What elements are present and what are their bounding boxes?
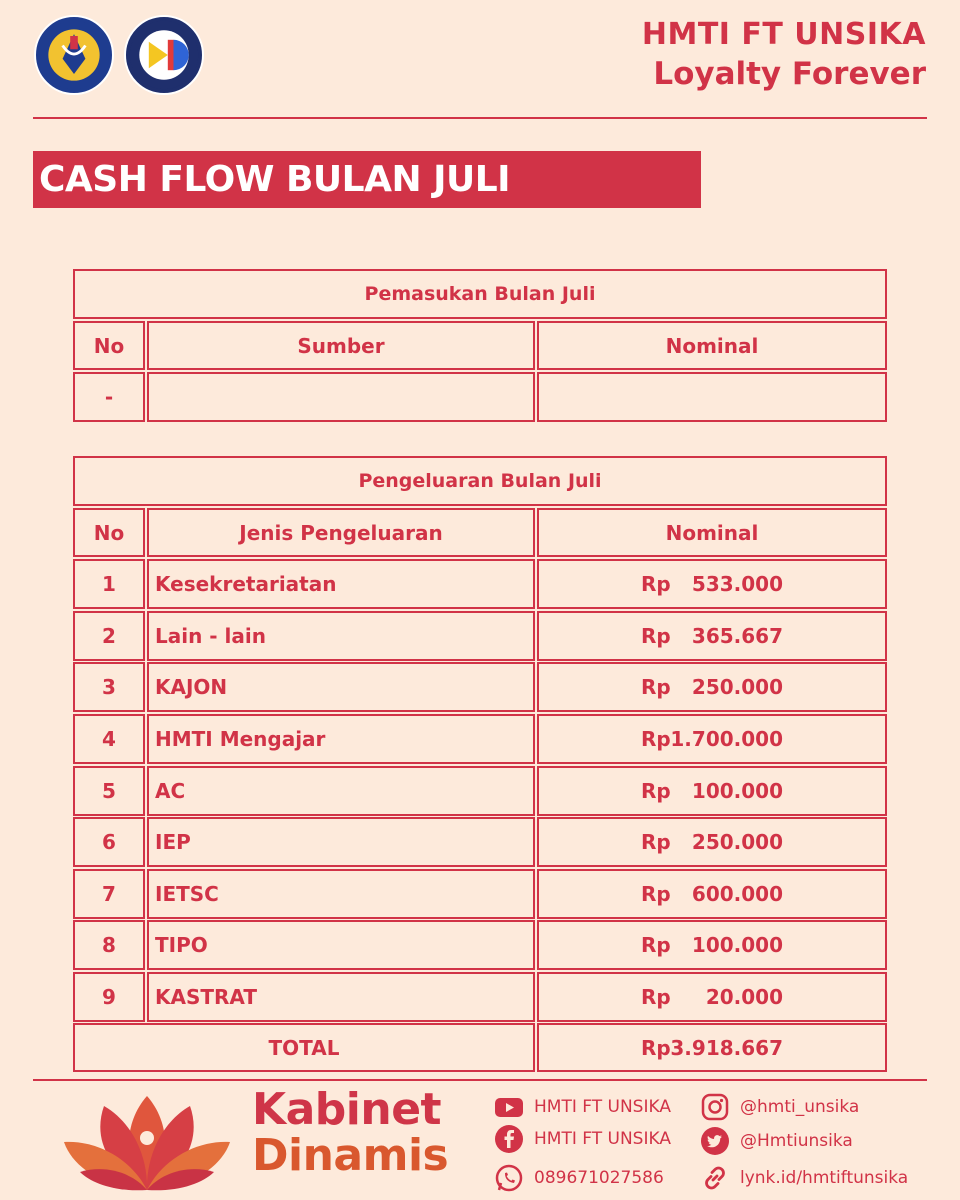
page-footer <box>0 1082 960 1200</box>
facebook-handle: HMTI FT UNSIKA <box>534 1129 671 1149</box>
currency-label: Rp <box>641 830 671 854</box>
instagram-handle: @hmti_unsika <box>740 1097 860 1117</box>
expense-caption: Pengeluaran Bulan Juli <box>73 456 887 506</box>
amount-value: 600.000 <box>691 882 783 906</box>
currency-label: Rp <box>641 572 671 596</box>
currency-label: Rp <box>641 727 671 751</box>
total-amount <box>537 1023 887 1072</box>
expense-col-type: Jenis Pengeluaran <box>147 508 535 557</box>
expense-row-type: AC <box>147 766 535 816</box>
currency-label: Rp <box>641 1035 671 1060</box>
facebook-link[interactable] <box>494 1124 671 1154</box>
youtube-icon <box>494 1092 524 1122</box>
income-caption: Pemasukan Bulan Juli <box>73 269 887 319</box>
hmti-logo <box>124 15 204 95</box>
currency-label: Rp <box>641 624 671 648</box>
expense-row-amount <box>537 559 887 609</box>
expense-row-no: 7 <box>73 869 145 919</box>
expense-row-type: HMTI Mengajar <box>147 714 535 764</box>
instagram-link[interactable] <box>700 1092 859 1122</box>
whatsapp-number: 089671027586 <box>534 1168 664 1188</box>
expense-row-amount <box>537 611 887 661</box>
expense-row-amount <box>537 662 887 712</box>
amount-value: 3.918.667 <box>670 1035 783 1060</box>
expense-row-no: 6 <box>73 817 145 867</box>
income-row-no: - <box>73 372 145 422</box>
university-logo <box>34 15 114 95</box>
amount-value: 20.000 <box>705 985 783 1009</box>
lotus-logo <box>62 1092 232 1192</box>
whatsapp-icon <box>494 1163 524 1193</box>
twitter-handle: @Hmtiunsika <box>740 1131 853 1151</box>
amount-value: 250.000 <box>691 675 783 699</box>
amount-value: 250.000 <box>691 830 783 854</box>
expense-row-type: KAJON <box>147 662 535 712</box>
expense-row-no: 5 <box>73 766 145 816</box>
income-table <box>73 269 887 422</box>
expense-row-no: 4 <box>73 714 145 764</box>
amount-value: 1.700.000 <box>670 727 783 751</box>
expense-col-no: No <box>73 508 145 557</box>
footer-divider <box>33 1079 927 1081</box>
cabinet-name-line2: Dinamis <box>252 1130 449 1181</box>
youtube-handle: HMTI FT UNSIKA <box>534 1097 671 1117</box>
expense-row-no: 1 <box>73 559 145 609</box>
amount-value: 533.000 <box>691 572 783 596</box>
twitter-icon <box>700 1126 730 1156</box>
expense-row-amount <box>537 766 887 816</box>
expense-row-amount <box>537 972 887 1022</box>
expense-row-no: 9 <box>73 972 145 1022</box>
income-col-no: No <box>73 321 145 370</box>
currency-label: Rp <box>641 675 671 699</box>
lynk-link[interactable] <box>700 1163 908 1193</box>
brand-block <box>642 16 926 94</box>
income-row-amount <box>537 372 887 422</box>
expense-row-no: 3 <box>73 662 145 712</box>
expense-row-amount <box>537 714 887 764</box>
currency-label: Rp <box>641 985 671 1009</box>
total-label: TOTAL <box>73 1023 535 1072</box>
lynk-url: lynk.id/hmtiftunsika <box>740 1168 909 1188</box>
expense-row-type: TIPO <box>147 920 535 970</box>
cabinet-name-line1: Kabinet <box>252 1084 442 1135</box>
income-col-source: Sumber <box>147 321 535 370</box>
expense-row-type: IEP <box>147 817 535 867</box>
expense-col-amount: Nominal <box>537 508 887 557</box>
header-divider <box>33 117 927 119</box>
expense-row-no: 8 <box>73 920 145 970</box>
link-icon <box>700 1163 730 1193</box>
tagline: Loyalty Forever <box>653 56 926 92</box>
whatsapp-link[interactable] <box>494 1163 664 1193</box>
expense-row-no: 2 <box>73 611 145 661</box>
page-title: CASH FLOW BULAN JULI <box>33 151 701 208</box>
page-header <box>0 0 960 118</box>
amount-value: 100.000 <box>691 933 783 957</box>
amount-value: 365.667 <box>691 624 783 648</box>
expense-row-amount <box>537 817 887 867</box>
org-name: HMTI FT UNSIKA <box>641 17 926 52</box>
expense-row-amount <box>537 869 887 919</box>
expense-row-type: IETSC <box>147 869 535 919</box>
income-row-source <box>147 372 535 422</box>
expense-row-amount <box>537 920 887 970</box>
income-col-amount: Nominal <box>537 321 887 370</box>
currency-label: Rp <box>641 779 671 803</box>
facebook-icon <box>494 1124 524 1154</box>
expense-row-type: KASTRAT <box>147 972 535 1022</box>
amount-value: 100.000 <box>691 779 783 803</box>
twitter-link[interactable] <box>700 1126 853 1156</box>
expense-row-type: Kesekretariatan <box>147 559 535 609</box>
expense-row-type: Lain - lain <box>147 611 535 661</box>
currency-label: Rp <box>641 882 671 906</box>
instagram-icon <box>700 1092 730 1122</box>
currency-label: Rp <box>641 933 671 957</box>
youtube-link[interactable] <box>494 1092 671 1122</box>
expense-table <box>73 456 887 1072</box>
